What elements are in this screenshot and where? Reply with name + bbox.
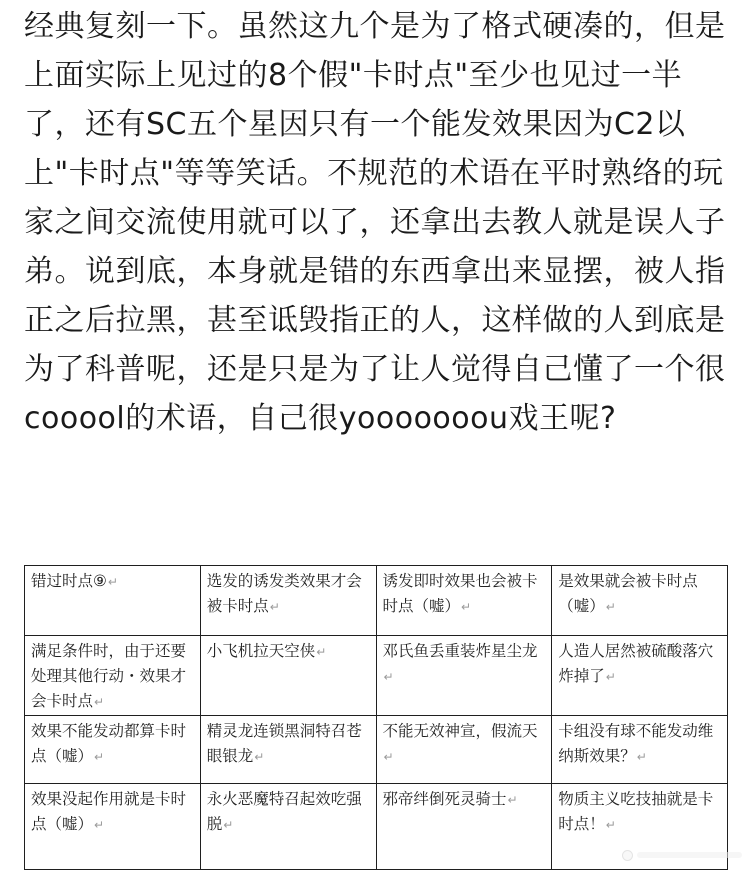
paragraph-mark-icon: ↵ (636, 750, 647, 764)
watermark-bar (637, 852, 742, 858)
paragraph-mark-icon: ↵ (605, 670, 616, 684)
cell-text: 物质主义吃技抽就是卡时点！ (558, 790, 714, 833)
cell-text: 错过时点⑨ (31, 572, 107, 590)
watermark-dot (622, 850, 633, 861)
cell-text: 是效果就会被卡时点（嘘） (558, 572, 698, 615)
cell-text: 永火恶魔特召起效吃强脱 (206, 790, 362, 833)
watermark-logo-icon (622, 849, 742, 861)
paragraph-mark-icon: ↵ (461, 600, 472, 614)
table-cell (25, 716, 201, 784)
table-cell (376, 784, 552, 870)
cell-text: 诱发即时效果也会被卡时点（嘘） (382, 572, 538, 615)
paragraph-mark-icon: ↵ (94, 818, 105, 832)
cell-text: 不能无效神宣，假流天 (382, 722, 538, 740)
paragraph-mark-icon: ↵ (316, 645, 327, 659)
comparison-table (24, 565, 728, 870)
paragraph-mark-icon: ↵ (605, 600, 616, 614)
table-cell (25, 566, 201, 636)
cell-text: 效果不能发动都算卡时点（嘘） (31, 722, 187, 765)
table-cell (200, 636, 376, 716)
table-cell (376, 566, 552, 636)
table-cell (552, 566, 728, 636)
cell-text: 邓氏鱼丢重装炸星尘龙 (382, 642, 538, 660)
cell-text: 选发的诱发类效果才会被卡时点 (206, 572, 362, 615)
paragraph-mark-icon: ↵ (383, 670, 394, 684)
table-cell (376, 716, 552, 784)
paragraph-mark-icon: ↵ (254, 750, 265, 764)
paragraph-mark-icon: ↵ (94, 750, 105, 764)
cell-text: 满足条件时，由于还要处理其他行动・效果才会卡时点 (31, 642, 187, 710)
table-row (25, 566, 728, 636)
table-cell (552, 636, 728, 716)
paragraph-mark-icon: ↵ (94, 695, 105, 709)
cell-text: 卡组没有球不能发动维纳斯效果？ (558, 722, 714, 765)
paragraph-mark-icon: ↵ (269, 600, 280, 614)
table-cell (200, 784, 376, 870)
paragraph-mark-icon: ↵ (507, 793, 518, 807)
cell-text: 人造人居然被硫酸落穴炸掉了 (558, 642, 714, 685)
cell-text: 精灵龙连锁黑洞特召苍眼银龙 (206, 722, 362, 765)
table-cell (376, 636, 552, 716)
paragraph-mark-icon: ↵ (605, 818, 616, 832)
post-body-text: 经典复刻一下。虽然这九个是为了格式硬凑的，但是上面实际上见过的8个假"卡时点"至少也见过一半了，还有SC五个星因只有一个能发效果因为C2以上"卡时点"等等笑话。不规范的术语在平时熟络的玩家之间交流使用就可以了，还拿出去教人就是误人子弟。说到底，本身就是错的东西拿出来显摆，被人指正之后拉黑，甚至诋毁指正的人，这样做的人到底是为了科普呢，还是只是为了让人觉得自己懂了一个很cooool的术语，自己很yooooooou戏王呢? (24, 9, 726, 436)
table-cell (200, 566, 376, 636)
table-row (25, 636, 728, 716)
paragraph-mark-icon: ↵ (383, 750, 394, 764)
cell-text: 邪帝绊倒死灵骑士 (382, 790, 507, 808)
cell-text: 效果没起作用就是卡时点（嘘） (31, 790, 187, 833)
table-cell (25, 636, 201, 716)
table-cell (552, 716, 728, 784)
table-cell (25, 784, 201, 870)
cell-text: 小飞机拉天空侠 (206, 642, 316, 660)
table-cell (200, 716, 376, 784)
paragraph-mark-icon: ↵ (223, 818, 234, 832)
paragraph-mark-icon: ↵ (107, 575, 118, 589)
table-row (25, 716, 728, 784)
